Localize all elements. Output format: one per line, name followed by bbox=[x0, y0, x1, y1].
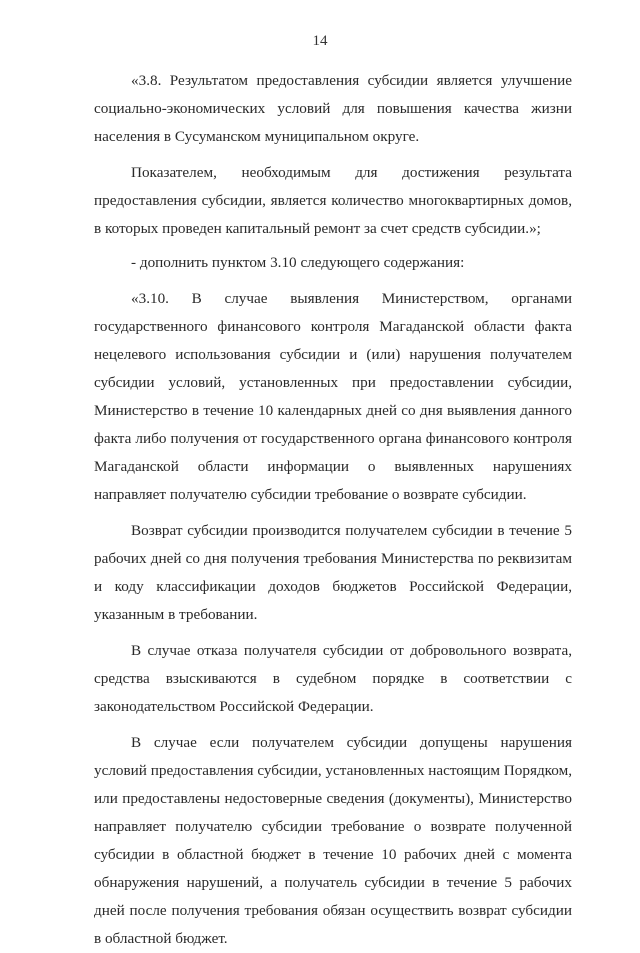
paragraph-3-10-violation: «3.10. В случае выявления Министерством, органами государственного финансового контроля Магаданской области факта нецелевого использования субсидии и (или) нарушения получателем субсидии условий, установленных при предоставлении субсидии, Министерство в течение 10 календарных дней со дня выявления данного факта либо получения от государственного органа финансового контроля Магаданской области информации о выявленных нарушениях направляет получателю субсидии требование о возврате субсидии. bbox=[94, 290, 572, 503]
paragraph-indicator: Показателем, необходимым для достижения результата предоставления субсидии, является количество многоквартирных домов, в которых проведен капитальный ремонт за счет средств субсидии.»; bbox=[94, 164, 572, 237]
page-number: 14 bbox=[312, 33, 328, 49]
paragraph-refund-procedure: Возврат субсидии производится получателем субсидии в течение 5 рабочих дней со дня получения требования Министерства по реквизитам и коду классификации доходов бюджетов Российской Федерации, указанным в требовании. bbox=[94, 522, 572, 623]
paragraph-amendment-instruction: - дополнить пунктом 3.10 следующего содержания: bbox=[131, 254, 465, 271]
document-body bbox=[94, 67, 572, 953]
paragraph-false-information: В случае если получателем субсидии допущены нарушения условий предоставления субсидии, установленных настоящим Порядком, или предоставлены недостоверные сведения (документы), Министерство направляет получателю субсидии требование о возврате полученной субсидии в областной бюджет в течение 10 рабочих дней с момента обнаружения нарушений, а получатель субсидии в течение 5 рабочих дней после получения требования обязан осуществить возврат субсидии в областной бюджет. bbox=[94, 734, 572, 947]
paragraph-refusal-court: В случае отказа получателя субсидии от добровольного возврата, средства взыскиваются в судебном порядке в соответствии с законодательством Российской Федерации. bbox=[94, 642, 572, 715]
paragraph-3-8-result: «3.8. Результатом предоставления субсидии является улучшение социально-экономических условий для повышения качества жизни населения в Сусуманском муниципальном округе. bbox=[94, 72, 572, 145]
